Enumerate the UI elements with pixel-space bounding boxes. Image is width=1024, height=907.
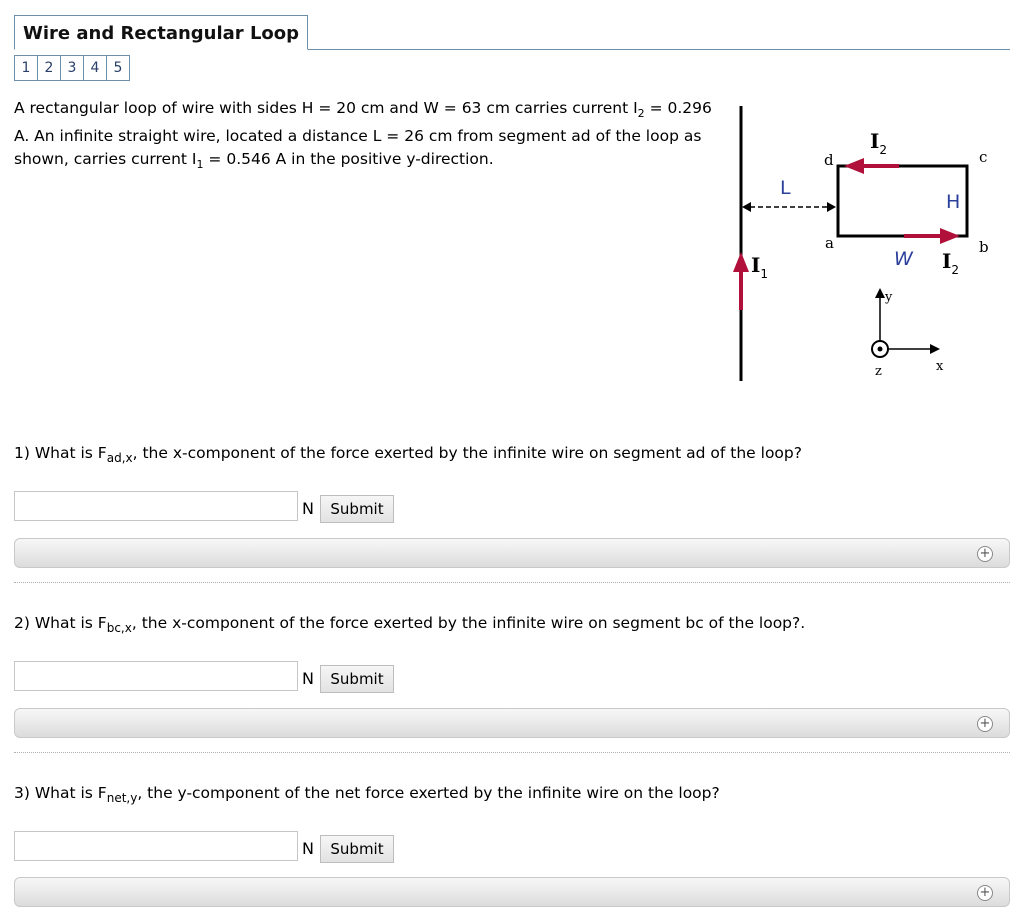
plus-circle-icon[interactable]: + [977, 885, 993, 901]
submit-button-3[interactable]: Submit [320, 835, 394, 863]
answer-input-1[interactable] [14, 491, 298, 521]
unit-label-2: N [302, 669, 314, 688]
divider-1 [14, 582, 1010, 583]
question-3-rest: , the y-component of the net force exerted by the infinite wire on the loop? [137, 784, 720, 802]
dimension-L-arrow-right [827, 202, 836, 212]
plus-circle-icon[interactable]: + [977, 716, 993, 732]
problem-sub-2: 1 [196, 158, 204, 172]
unit-label-3: N [302, 839, 314, 858]
x-axis-label: x [936, 359, 944, 374]
corner-b-label: b [979, 238, 989, 256]
submit-button-1[interactable]: Submit [320, 495, 394, 523]
question-2-sub: bc,x [106, 621, 132, 636]
plus-circle-icon[interactable]: + [977, 546, 993, 562]
question-2-text: 2) What is F [14, 614, 107, 632]
top-current-label: $I_2$ [870, 129, 887, 157]
hint-bar-2[interactable] [14, 708, 1010, 738]
question-3-sub: net,y [106, 791, 138, 806]
corner-d-label: d [824, 151, 834, 169]
tab-5[interactable]: 5 [106, 55, 130, 81]
corner-c-label: c [979, 148, 988, 166]
dimension-H-label: H [946, 191, 961, 213]
bottom-current-arrowhead [940, 228, 960, 244]
title-bar [14, 15, 1010, 50]
wire-current-arrowhead [733, 252, 749, 272]
problem-text-2: = 0.296 A. An infinite straight wire, located a distance L = 26 cm from segment ad of the loop as shown, carries current I [14, 99, 712, 169]
y-axis-label: y [885, 290, 893, 305]
problem-sub-1: 2 [637, 107, 645, 121]
tab-2[interactable]: 2 [37, 55, 61, 81]
question-1-sub: ad,x [106, 451, 133, 466]
tab-4[interactable]: 4 [83, 55, 107, 81]
page-title: Wire and Rectangular Loop [14, 15, 308, 50]
problem-text-3: = 0.546 A in the positive y-direction. [203, 150, 494, 169]
corner-a-label: a [825, 234, 834, 252]
answer-input-2[interactable] [14, 661, 298, 691]
dimension-L-arrow-left [742, 202, 751, 212]
answer-input-3[interactable] [14, 831, 298, 861]
question-1-text: 1) What is F [14, 444, 107, 462]
y-axis-arrowhead [875, 288, 885, 298]
unit-label-1: N [302, 499, 314, 518]
dimension-L-label: L [780, 177, 791, 199]
wire-loop-diagram [724, 100, 1014, 390]
question-3 [14, 784, 720, 805]
question-2-rest: , the x-component of the force exerted by the infinite wire on segment bc of the loop?. [131, 614, 806, 632]
tab-3[interactable]: 3 [60, 55, 84, 81]
question-3-text: 3) What is F [14, 784, 107, 802]
bottom-current-label: $I_2$ [942, 249, 959, 277]
divider-2 [14, 752, 1010, 753]
part-tabs [14, 55, 129, 81]
tab-1[interactable]: 1 [14, 55, 38, 81]
wire-current-label: $I_1$ [751, 253, 768, 281]
hint-bar-1[interactable] [14, 538, 1010, 568]
top-current-arrowhead [844, 158, 864, 174]
hint-bar-3[interactable] [14, 877, 1010, 907]
submit-button-2[interactable]: Submit [320, 665, 394, 693]
x-axis-arrowhead [930, 344, 940, 354]
question-2 [14, 614, 805, 635]
z-axis-dot [878, 347, 883, 352]
z-axis-label: z [875, 364, 882, 379]
problem-text-1: A rectangular loop of wire with sides H = 20 cm and W = 63 cm carries current I [14, 99, 638, 117]
problem-statement [14, 97, 714, 176]
dimension-W-label: W [894, 248, 913, 270]
question-1 [14, 444, 802, 465]
question-1-rest: , the x-component of the force exerted by the infinite wire on segment ad of the loop? [132, 444, 802, 462]
